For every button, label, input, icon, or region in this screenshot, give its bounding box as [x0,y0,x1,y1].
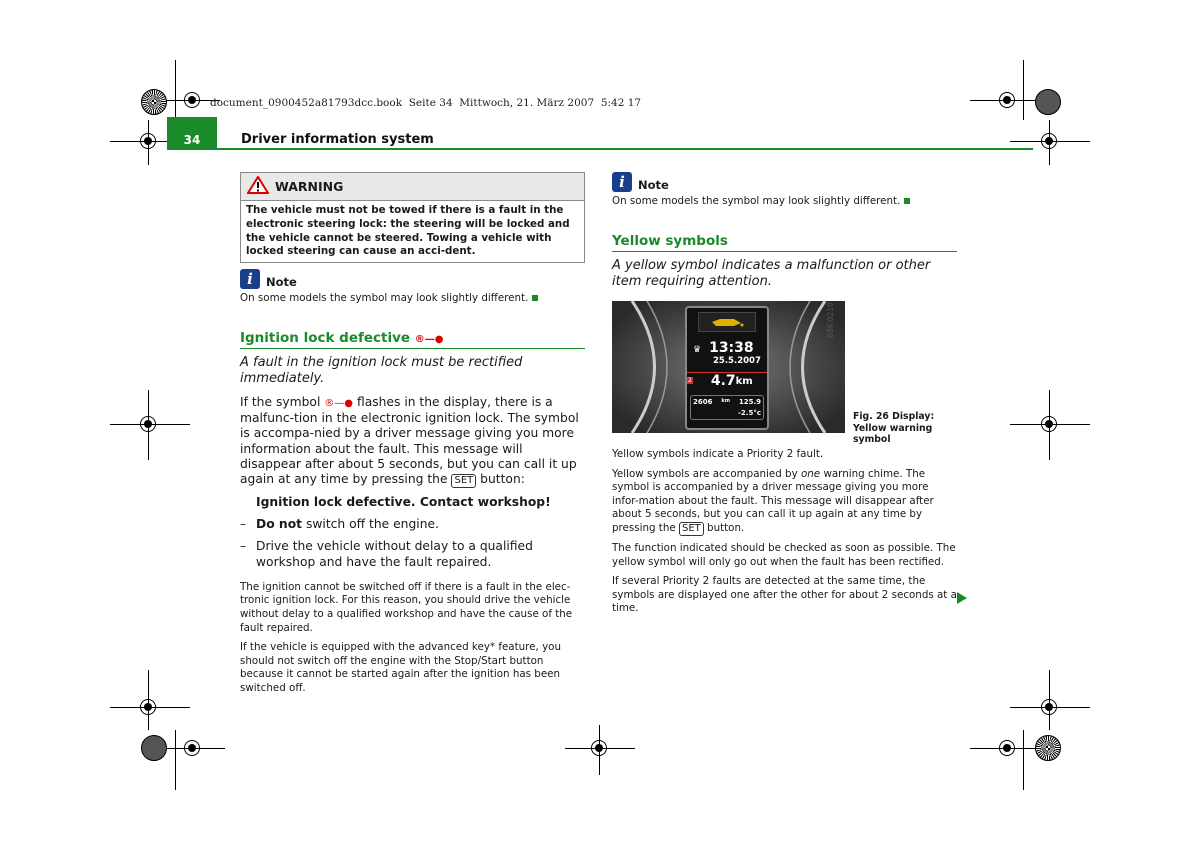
display-distance-unit: km [735,375,753,387]
registration-mark [999,92,1015,108]
para-text: If the symbol [240,395,321,409]
list-item: switch off the engine. [305,517,439,532]
para-text: button. [707,521,745,534]
fuel-pump-icon: ♛ [693,345,702,355]
para-text: The function indicated should be checked as soon as possible. The yellow symbol will only go out when the fault has been rectified. [612,541,956,568]
registration-mark [184,92,200,108]
registration-mark [140,133,156,149]
list-item: Drive the vehicle without delay to a qualified workshop and have the fault repaired. [256,539,533,569]
priority-badge: 2 [688,377,692,384]
set-key-icon: SET [451,474,476,488]
yellow-body [612,448,957,616]
section-title: Ignition lock defective [240,330,411,346]
oil-warning-icon [698,312,756,332]
section-title: Yellow symbols [612,233,957,252]
emphasis: Do not [256,517,303,532]
para-text: If the vehicle is equipped with the advanced key* feature, you should not switch off the engine with the Stop/Start button because it cannot be started again after the ignition has been switched off. [240,641,561,694]
dashboard-figure [612,301,845,433]
registration-mark [140,699,156,715]
figure-code: B8K-0210 [826,302,835,338]
para-text: warning chime. The symbol is accompanied by a driver message giving you more infor-mation about the fault. This message will disappear after about 5 seconds, but you can call it up again at any time by pressing the [612,467,934,534]
warning-triangle-icon [247,176,269,198]
note-text: On some models the symbol may look slightly different. [240,292,529,304]
registration-mark [1041,133,1057,149]
yellow-section [612,233,957,290]
display-temperature: -2.5°c [738,409,761,417]
figure-caption [853,411,963,446]
section-lead: A yellow symbol indicates a malfunction or other item requiring attention. [612,258,931,289]
figure-caption-text: Display: Yellow warning symbol [853,411,935,445]
emphasis: one [800,467,821,480]
page-title: Driver information system [241,132,434,147]
display-distance: 4.7 [710,373,736,389]
warning-text: The vehicle must not be towed if there is a fault in the electronic steering lock: the steering will be locked and the vehicle cannot be steered. Towing a vehicle with locked steering can cause an acci-dent. [246,204,570,258]
para-text: Yellow symbols are accompanied by [612,467,798,480]
registration-mark [999,740,1015,756]
para-text: The ignition cannot be switched off if there is a fault in the elec-tronic ignition lock. For this reason, you should drive the vehicle without delay to a qualified workshop and have the cause of the fault repaired. [240,580,573,634]
info-icon: i [240,269,260,289]
ignition-key-icon: ®—● [324,398,354,409]
color-target-icon [1035,89,1061,115]
color-target-icon [1035,735,1061,761]
ignition-key-icon: ®—● [414,334,444,345]
continue-arrow-icon [957,589,967,608]
warning-header [241,173,584,201]
registration-mark [1041,699,1057,715]
para-text: button: [480,472,525,487]
display-time: 13:38 [709,340,754,356]
page-number: 34 [167,117,217,150]
para-text: flashes in the display, there is a malfunc-tion in the electronic ignition lock. The symbol is accompa-nied by a driver message giving you more information about the fault. This message will disappear after about 5 seconds, but you can call it up again at any time by pressing the [240,395,579,487]
note-right [612,172,957,209]
end-square-icon [532,295,538,301]
display-trip: 125.9 [738,398,761,406]
print-metadata: document_0900452a81793dcc.book Seite 34 Mittwoch, 21. März 2007 5:42 17 [210,97,642,109]
end-square-icon [904,198,910,204]
header-rule [217,148,1033,150]
display-odometer: 2606 [693,398,713,406]
warning-box [240,172,585,263]
driver-message: Ignition lock defective. Contact workshop! [256,495,551,510]
info-icon: i [612,172,632,192]
para-text: Yellow symbols indicate a Priority 2 fault. [612,448,824,460]
para-text: If several Priority 2 faults are detected at the same time, the symbols are displayed one after the other for about 2 seconds at a time. [612,575,957,615]
note-text: On some models the symbol may look slightly different. [612,195,901,207]
registration-mark [1041,416,1057,432]
display-date: 25.5.2007 [713,356,761,366]
display-odometer-unit: km [721,398,730,404]
note-title: Note [638,178,669,192]
color-target-icon [141,735,167,761]
figure-number: Fig. 26 [853,411,889,422]
set-key-icon: SET [679,522,704,536]
registration-mark [184,740,200,756]
note-title: Note [266,275,297,289]
warning-title: WARNING [275,179,344,194]
lcd-display [685,306,769,430]
section-lead: A fault in the ignition lock must be rectified immediately. [240,355,523,386]
registration-mark [591,740,607,756]
color-target-icon [141,89,167,115]
ignition-section: Ignition lock defective ®—● A fault in the ignition lock must be rectified immediately. If the symbol ®—● flashes in the display, there is a malfunc-tion in the electronic ignition lock. The symbol is accompa-nied by a driver message giving you more information about the fault. This message will disappear after about 5 seconds, but you can call it up again at any time by pressing the SET button: Ignition lock defective. Contact workshop! – Do not switch off the engine. – Drive the vehicle without delay to a qualified workshop and have the fault repaired. The ignition cannot be switched off if there is a fault in the elec-tronic ignition lock. For this reason, you should drive the vehicle without delay to a qualified workshop and have the cause of the fault repaired. If the vehicle is equipped with the advanced key* feature, you should not switch off the engine with the Stop/Start button because it cannot be started again after the ignition has been switched off. [240,330,585,696]
registration-mark [140,416,156,432]
note-left [240,269,585,306]
